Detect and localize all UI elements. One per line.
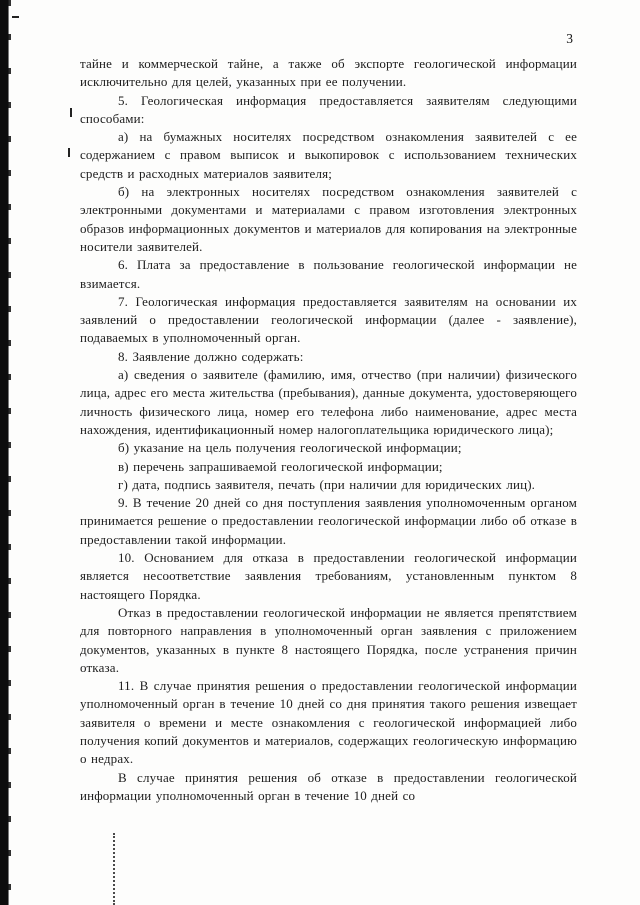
paragraph-continuation: тайне и коммерческой тайне, а также об экспорте геологической информации исключительно для целей, указанных при ее получении. xyxy=(80,56,577,90)
paragraph-item-8g: г) дата, подпись заявителя, печать (при наличии для юридических лиц). xyxy=(118,476,536,492)
paragraph-item-5: 5. Геологическая информация предоставляется заявителям следующими способами: xyxy=(80,92,577,126)
paragraph-item-8b: б) указание на цель получения геологической информации; xyxy=(118,440,462,456)
paragraph-item-10-note: Отказ в предоставлении геологической информации не является препятствием для повторного направления в уполномоченный орган заявления с приложением документов, указанных в пункте 8 настоящего Порядка, после устранения причин отказа. xyxy=(80,604,577,675)
paragraph-item-11: 11. В случае принятия решения о предоставлении геологической информации уполномоченный орган в течение 10 дней со дня принятия такого решения извещает заявителя о времени и месте ознакомления с геологической информацией либо получения копий документов и материалов, содержащих геологическую информацию о недрах. xyxy=(80,678,577,767)
scan-mark xyxy=(12,16,19,18)
paragraph-item-7: 7. Геологическая информация предоставляется заявителям на основании их заявлений о предоставлении геологической информации (далее - заявление), подаваемых в уполномоченный орган. xyxy=(80,293,577,346)
scan-mark xyxy=(70,108,72,117)
paragraph-item-11-note: В случае принятия решения об отказе в предоставлении геологической информации уполномоченный орган в течение 10 дней со xyxy=(80,769,577,803)
paragraph-item-5b: б) на электронных носителях посредством ознакомления заявителей с электронными документами и материалами с правом изготовления электронных образов информационных документов и материалов для копирования на электронные носители заявителей. xyxy=(80,184,577,254)
paragraph-item-8v: в) перечень запрашиваемой геологической информации; xyxy=(118,458,443,474)
paragraph-item-10: 10. Основанием для отказа в предоставлении геологической информации является несоответствие заявления требованиям, установленным пунктом 8 настоящего Порядка. xyxy=(80,550,577,602)
page-number: 3 xyxy=(566,31,573,46)
paragraph-item-9: 9. В течение 20 дней со дня поступления заявления уполномоченным органом принимается решение о предоставлении геологической информации либо об отказе в предоставлении такой информации. xyxy=(80,495,577,547)
scan-dotted-line-artifact xyxy=(113,833,115,905)
scan-mark xyxy=(68,148,70,157)
paragraph-item-8: 8. Заявление должно содержать: xyxy=(118,348,304,364)
document-body xyxy=(80,55,577,805)
paragraph-item-8a: а) сведения о заявителе (фамилию, имя, отчество (при наличии) физического лица, адрес его места жительства (пребывания), данные документа, удостоверяющего личность физического лица, номер его телефона либо наименование, адрес места нахождения, идентификационный номер налогоплательщика юридического лица); xyxy=(80,367,577,437)
scan-edge-artifact xyxy=(0,0,8,905)
paragraph-item-5a: а) на бумажных носителях посредством ознакомления заявителей с ее содержанием с правом выписок и выкопировок с использованием технических средств и расходных материалов заявителя; xyxy=(80,129,577,181)
paragraph-item-6: 6. Плата за предоставление в пользование геологической информации не взимается. xyxy=(80,257,577,291)
